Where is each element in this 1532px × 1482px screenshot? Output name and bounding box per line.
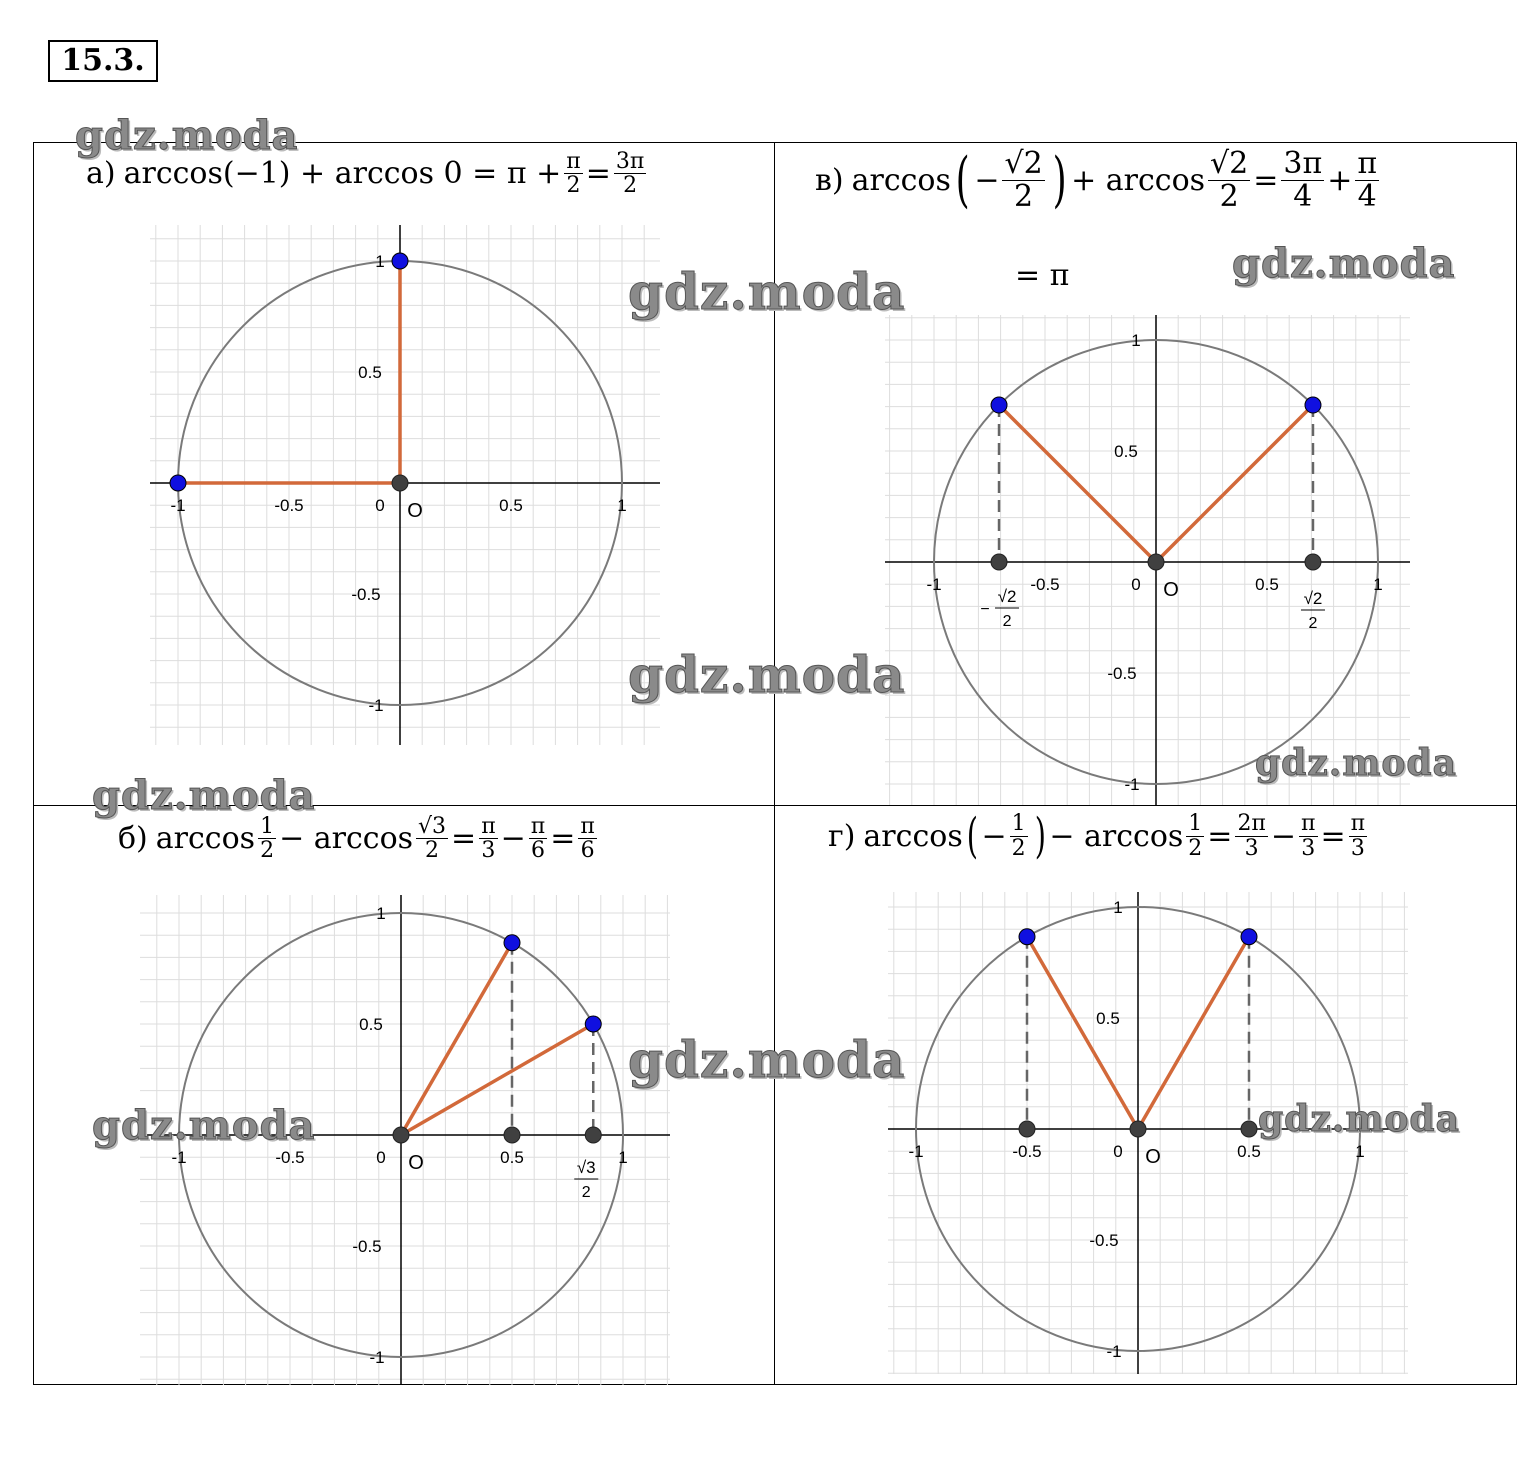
tick-label-y: 1 <box>1131 331 1141 350</box>
fraction: $\frac{2\pi}{3}$ <box>1237 811 1266 861</box>
origin-label: O <box>1145 1146 1161 1168</box>
tick-label-x: 0 <box>1131 575 1141 594</box>
formula-text: = <box>1207 818 1233 854</box>
tick-label-y: -1 <box>369 1348 385 1367</box>
fraction: $\frac{3\pi}{2}$ <box>615 149 645 199</box>
circle-point <box>585 1016 601 1032</box>
formula-text: − <box>974 162 1000 198</box>
watermark: gdz.moda <box>628 645 906 704</box>
axis-frac-sqrt2-den: 2 <box>1308 615 1318 632</box>
tick-label-x: -1 <box>926 575 942 594</box>
formula-text: arccos <box>155 821 256 857</box>
tick-label-y: -0.5 <box>1107 664 1137 683</box>
unit-circle-plot-v <box>885 315 1410 805</box>
formula-paren: ( <box>966 808 978 864</box>
tick-label-y: -0.5 <box>1089 1231 1119 1250</box>
tick-label-x: 0.5 <box>1237 1142 1261 1161</box>
fraction: $\frac{√3}{2}$ <box>418 814 447 864</box>
radius-segment <box>401 1024 593 1135</box>
circle-point <box>392 253 408 269</box>
grid <box>885 315 1410 805</box>
circle-point <box>1241 929 1257 945</box>
axis-frac-neg-sqrt2-sign: − <box>980 601 990 618</box>
tick-label-y: 1 <box>376 904 386 923</box>
formula-text: − <box>981 818 1007 854</box>
tick-label-y: -1 <box>1106 1342 1122 1361</box>
tick-label-y: -1 <box>1124 775 1140 794</box>
formula-text: − <box>500 821 526 857</box>
unit-circle-plot-a <box>150 225 660 745</box>
formula-text: = <box>451 821 477 857</box>
fraction: $\frac{√2}{2}$ <box>1004 146 1043 214</box>
tick-label-y: -0.5 <box>351 585 381 604</box>
tick-label-x: 1 <box>1355 1142 1365 1161</box>
tick-label-x: 0 <box>375 496 385 515</box>
tick-label-y: 0.5 <box>1114 442 1138 461</box>
axis-point <box>585 1127 601 1143</box>
tick-label-y: 1 <box>1113 898 1123 917</box>
axis-point <box>1305 554 1321 570</box>
origin-label: O <box>1163 579 1179 601</box>
watermark: gdz.moda <box>75 112 299 159</box>
circle-point <box>504 935 520 951</box>
radius-segment <box>1027 937 1138 1129</box>
formula-text: + <box>1327 162 1353 198</box>
part-letter: в) <box>815 162 844 198</box>
fraction: $\frac{√2}{2}$ <box>1210 146 1249 214</box>
tick-label-x: 0 <box>376 1148 386 1167</box>
fraction: $\frac{\pi}{3}$ <box>1350 811 1366 861</box>
formula-part-v <box>815 145 1382 215</box>
axis-point <box>504 1127 520 1143</box>
fraction: $\frac{\pi}{4}$ <box>1357 146 1378 214</box>
watermark: gdz.moda <box>628 1030 906 1089</box>
origin-label: O <box>407 500 423 522</box>
axis-frac-neg-sqrt2-den: 2 <box>1002 613 1012 630</box>
tick-label-x: -1 <box>170 496 186 515</box>
fraction: $\frac{\pi}{3}$ <box>1301 811 1316 861</box>
fraction: $\frac{\pi}{6}$ <box>530 814 546 864</box>
fraction: $\frac{\pi}{3}$ <box>481 814 496 864</box>
part-letter: а) <box>86 156 116 192</box>
fraction: $\frac{1}{2}$ <box>260 814 275 864</box>
tick-label-x: -0.5 <box>274 496 304 515</box>
tick-label-x: -1 <box>171 1148 187 1167</box>
fraction: $\frac{3\pi}{4}$ <box>1283 146 1323 214</box>
formula-text: − <box>1270 818 1297 854</box>
tick-label-x: -0.5 <box>1030 575 1060 594</box>
formula-text: = <box>550 821 576 857</box>
fraction: $\frac{1}{2}$ <box>1011 811 1026 861</box>
formula-text: arccos <box>863 818 963 854</box>
formula-paren: ) <box>1052 145 1067 215</box>
formula-text: − arccos <box>1049 818 1184 854</box>
formula-text: − arccos <box>279 821 414 857</box>
watermark: gdz.moda <box>1255 742 1457 784</box>
axis-point <box>1241 1121 1257 1137</box>
circle-point <box>1019 929 1035 945</box>
tick-label-x: 1 <box>617 496 627 515</box>
formula-text: arccos <box>851 162 951 198</box>
origin-point <box>392 475 408 491</box>
formula-part-v-line2: = π <box>1015 258 1070 293</box>
origin-point <box>393 1127 409 1143</box>
fraction: $\frac{\pi}{2}$ <box>566 149 581 199</box>
tick-label-y: 0.5 <box>358 363 382 382</box>
problem-number: 15.3. <box>48 40 158 82</box>
watermark: gdz.moda <box>1258 1098 1460 1140</box>
formula-paren: ) <box>1034 808 1046 864</box>
tick-label-x: -0.5 <box>1012 1142 1042 1161</box>
circle-point <box>991 397 1007 413</box>
axis-frac-sqrt3-num: √3 <box>576 1158 596 1177</box>
tick-label-y: 1 <box>375 252 385 271</box>
part-letter: г) <box>828 818 856 854</box>
tick-label-y: -0.5 <box>352 1237 382 1256</box>
origin-label: O <box>408 1152 424 1174</box>
origin-point <box>1130 1121 1146 1137</box>
tick-label-y: 0.5 <box>359 1015 383 1034</box>
watermark: gdz.moda <box>92 1102 316 1149</box>
axis-point <box>1019 1121 1035 1137</box>
watermark: gdz.moda <box>92 772 316 819</box>
radius-segment <box>1138 937 1249 1129</box>
tick-label-y: -1 <box>368 696 384 715</box>
axis-frac-neg-sqrt2-num: √2 <box>997 587 1017 606</box>
watermark: gdz.moda <box>1232 240 1456 287</box>
formula-text: = <box>1320 818 1346 854</box>
formula-paren: ( <box>955 145 970 215</box>
formula-text: + arccos <box>1071 162 1206 198</box>
formula-text: arccos(−1) + arccos 0 = π + <box>123 156 562 192</box>
tick-label-x: -0.5 <box>275 1148 305 1167</box>
tick-label-x: 0 <box>1113 1142 1123 1161</box>
formula-text: = <box>1253 162 1279 198</box>
tick-label-x: 0.5 <box>1255 575 1279 594</box>
tick-label-x: -1 <box>908 1142 924 1161</box>
tick-label-x: 1 <box>1373 575 1383 594</box>
tick-label-x: 0.5 <box>499 496 523 515</box>
formula-part-b <box>118 815 600 862</box>
watermark: gdz.moda <box>628 262 906 321</box>
tick-label-x: 1 <box>618 1148 628 1167</box>
axis-frac-sqrt2-num: √2 <box>1303 589 1323 608</box>
circle-point <box>170 475 186 491</box>
radius-segment <box>401 943 512 1135</box>
origin-point <box>1148 554 1164 570</box>
circle-point <box>1305 397 1321 413</box>
tick-label-x: 0.5 <box>500 1148 524 1167</box>
axis-frac-sqrt3-den: 2 <box>581 1184 591 1201</box>
part-letter: б) <box>118 821 148 857</box>
formula-part-g <box>828 808 1370 864</box>
axis-point <box>991 554 1007 570</box>
formula-text: = <box>585 156 611 192</box>
fraction: $\frac{\pi}{6}$ <box>580 814 595 864</box>
tick-label-y: 0.5 <box>1096 1009 1120 1028</box>
fraction: $\frac{1}{2}$ <box>1188 811 1203 861</box>
